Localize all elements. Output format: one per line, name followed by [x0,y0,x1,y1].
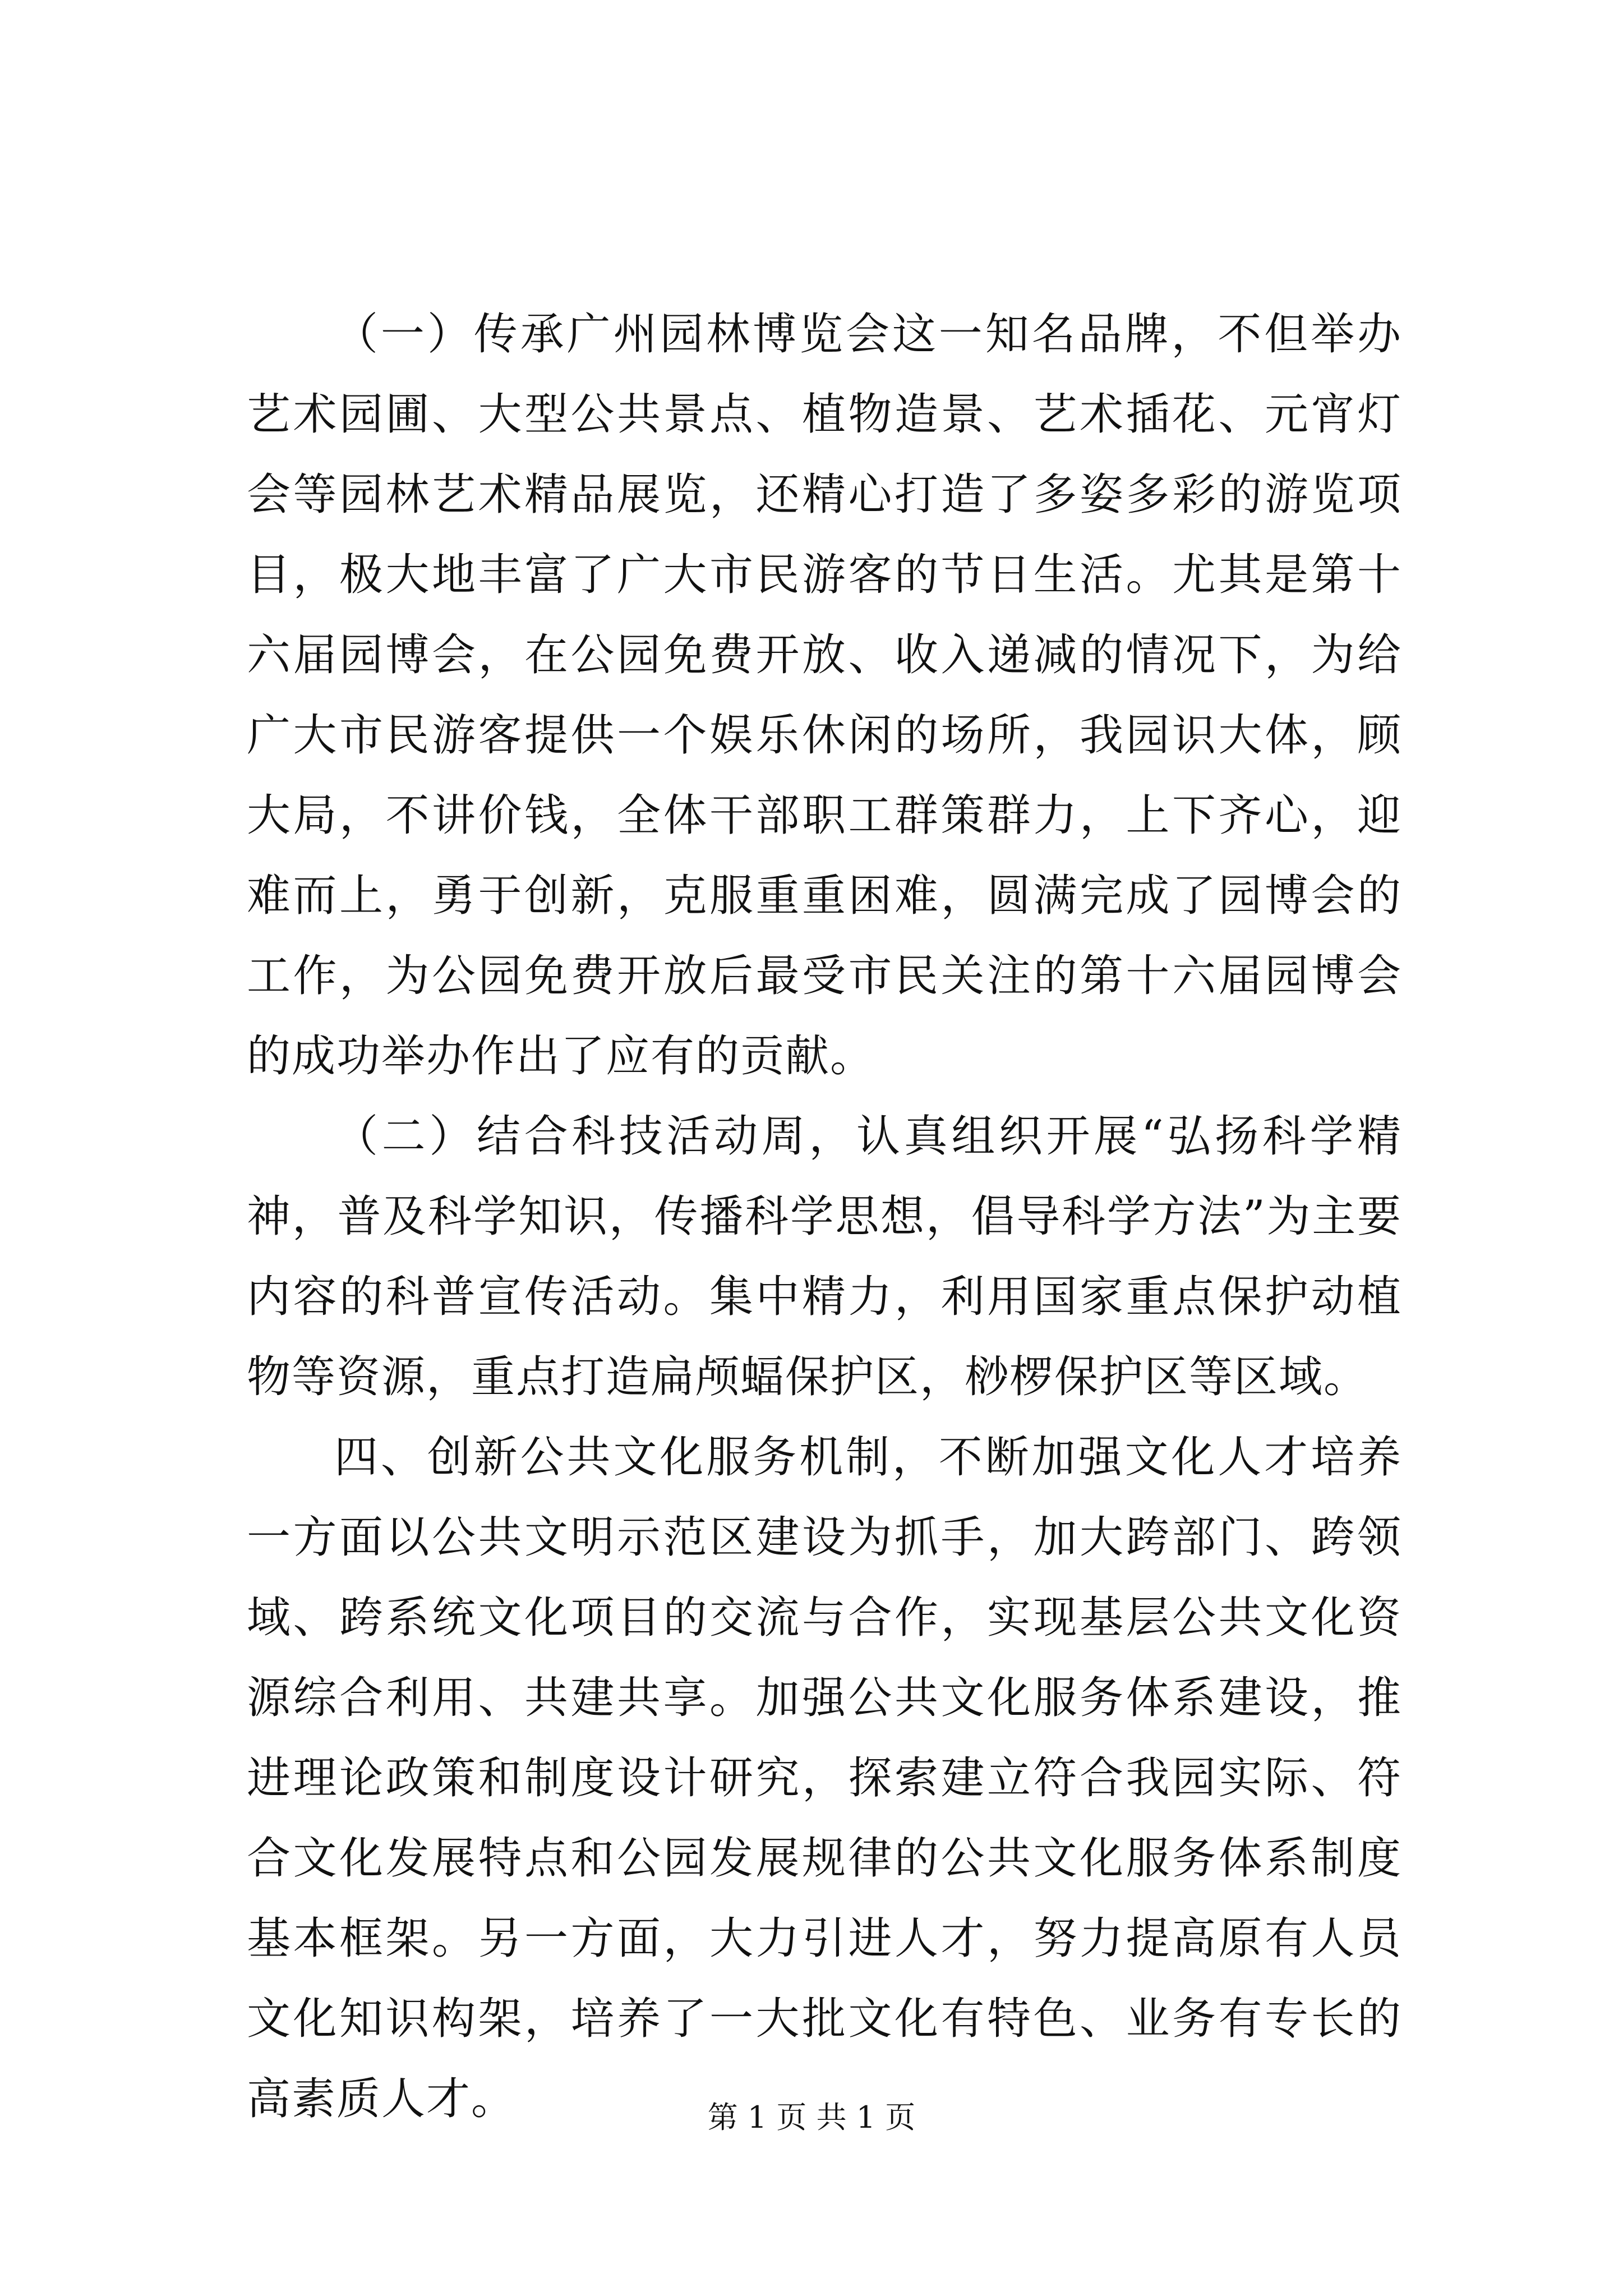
paragraph-2: （二）结合科技活动周，认真组织开展“弘扬科学精神，普及科学知识，传播科学思想，倡导科学方法”为主要内容的科普宣传活动。集中精力，利用国家重点保护动植物等资源，重点打造扁颅蝠保护区，桫椤保护区等区域。 [247,1111,1402,1402]
page-number-footer: 第 1 页 共 1 页 [707,2100,916,2135]
document-body [247,295,1402,2139]
paragraph-1: （一）传承广州园林博览会这一知名品牌，不但举办艺术园圃、大型公共景点、植物造景、艺术插花、元宵灯会等园林艺术精品展览，还精心打造了多姿多彩的游览项目，极大地丰富了广大市民游客的节日生活。尤其是第十六届园博会，在公园免费开放、收入递减的情况下，为给广大市民游客提供一个娱乐休闲的场所，我园识大体，顾大局，不讲价钱，全体干部职工群策群力，上下齐心，迎难而上，勇于创新，克服重重困难，圆满完成了园博会的工作，为公园免费开放后最受市民关注的第十六届园博会的成功举办作出了应有的贡献。 [247,309,1402,1082]
paragraph-3: 四、创新公共文化服务机制，不断加强文化人才培养一方面以公共文明示范区建设为抓手，加大跨部门、跨领域、跨系统文化项目的交流与合作，实现基层公共文化资源综合利用、共建共享。加强公共文化服务体系建设，推进理论政策和制度设计研究，探索建立符合我园实际、符合文化发展特点和公园发展规律的公共文化服务体系制度基本框架。另一方面，大力引进人才，努力提高原有人员文化知识构架，培养了一大批文化有特色、业务有专长的高素质人才。 [247,1432,1402,2124]
